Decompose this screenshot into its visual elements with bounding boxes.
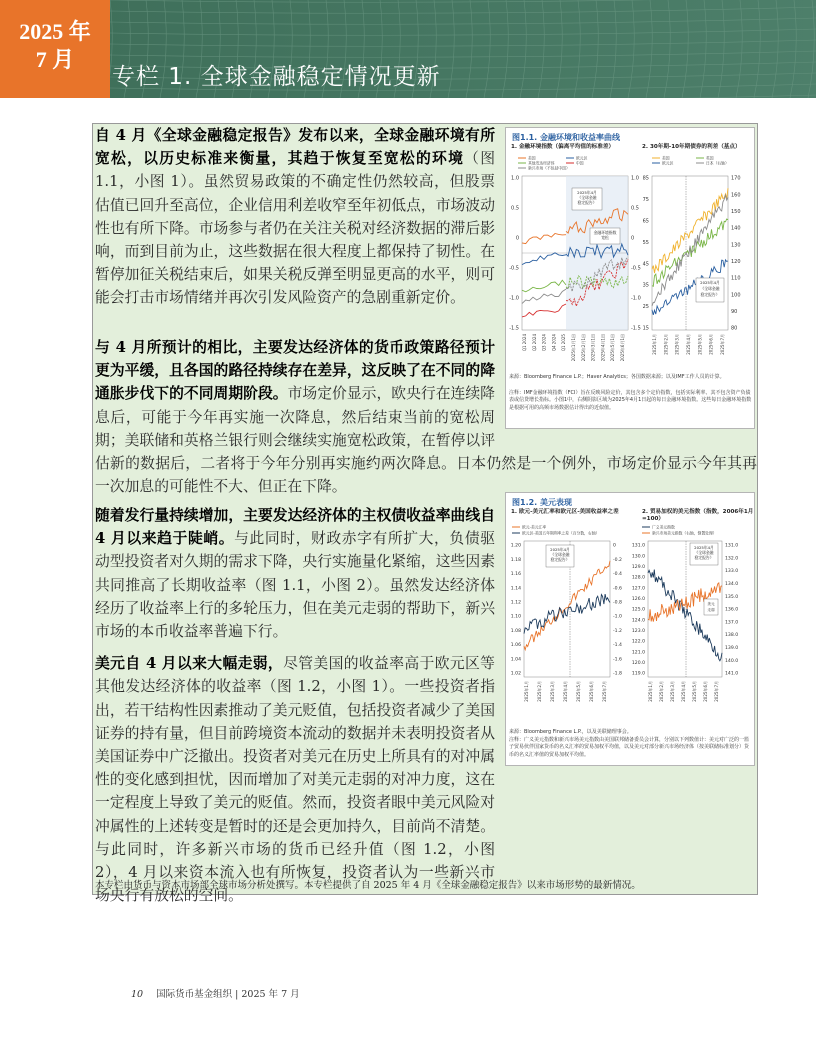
axis-tick-label: 2025年3月 bbox=[550, 681, 555, 702]
series-line bbox=[524, 594, 610, 634]
axis-tick-label: 15 bbox=[642, 325, 649, 332]
axis-tick-label: 141.0 bbox=[725, 671, 739, 677]
figure-1-2-title: 图1.2. 美元表现 bbox=[512, 498, 572, 507]
figure-1-1-panel2-title: 2. 30年期-10年期债券的利差（基点） bbox=[642, 144, 741, 150]
axis-tick-label: 2025年2月1日 bbox=[580, 334, 586, 362]
axis-tick-label: 80 bbox=[731, 325, 738, 332]
axis-tick-label: 55 bbox=[642, 239, 649, 246]
series-line bbox=[652, 188, 728, 273]
axis-tick-label: 2025年3月 bbox=[674, 334, 680, 355]
axis-tick-label: -0.2 bbox=[613, 557, 622, 563]
axis-tick-label: 45 bbox=[642, 261, 649, 268]
axis-tick-label: 1.06 bbox=[510, 643, 521, 649]
box-panel bbox=[92, 123, 758, 905]
axis-tick-label: 1.0 bbox=[631, 175, 639, 182]
fig1-legend-us: 美国 bbox=[528, 155, 536, 161]
axis-tick-label: 120.0 bbox=[631, 660, 645, 666]
figure-1-1-title: 图1.1. 金融环境和收益率曲线 bbox=[512, 133, 620, 142]
fig2-legend-spread: 欧元区-美国五年期利率之差（百分数，右轴） bbox=[522, 530, 600, 536]
axis-tick-label: 2025年1月 bbox=[524, 681, 529, 702]
axis-tick-label: 0 bbox=[515, 235, 519, 242]
axis-tick-label: 2025年5月 bbox=[692, 681, 697, 702]
axis-tick-label: 2025年4月 bbox=[681, 681, 686, 702]
axis-tick-label: 126.0 bbox=[631, 596, 645, 602]
axis-tick-label: 119.0 bbox=[631, 671, 645, 677]
axis-tick-label: Q1 2025 bbox=[561, 334, 567, 352]
figure-1-1-panel1-title: 1. 金融环境指数（偏离平均值的标准差） bbox=[511, 144, 615, 150]
axis-tick-label: 129.0 bbox=[631, 564, 645, 570]
axis-tick-label: 122.0 bbox=[631, 639, 645, 645]
figure-1-2-panel1-title: 1. 欧元-美元汇率和欧元区-美国收益率之差 bbox=[511, 509, 619, 515]
axis-tick-label: 140 bbox=[731, 225, 741, 232]
fig1-p2-legend-ea: 欧元区 bbox=[662, 160, 674, 166]
figure-1-2-source: 来源：Bloomberg Finance L.P.，以及美联储理事会。 bbox=[509, 729, 632, 735]
box-footnote: 本专栏由货币与资本市场部全球市场分析处撰写。本专栏提供了自 2025 年 4 月《全球金融稳定报告》以来市场形势的最新情况。 bbox=[95, 880, 641, 891]
axis-tick-label: 1.02 bbox=[510, 671, 521, 677]
axis-tick-label: -0.8 bbox=[613, 600, 622, 606]
axis-tick-label: 128.0 bbox=[631, 575, 645, 581]
svg-text:稳定报告》: 稳定报告》 bbox=[694, 555, 714, 560]
axis-tick-label: 2025年1月 bbox=[652, 334, 657, 355]
axis-tick-label: 1.04 bbox=[510, 657, 521, 663]
paragraph-2-lead: 与 4 月所预计的相比，主要发达经济体的货币政策路径预计更为平缓，且各国的路径持续存在差异，这反映了在不同的降通胀步伐下的不同周期阶段。 bbox=[95, 339, 495, 403]
paragraph-1-lead: 自 4 月《全球金融稳定报告》发布以来，全球金融环境有所宽松，以历史标准来衡量，其趋于恢复至宽松的环境 bbox=[95, 127, 495, 168]
axis-tick-label: 2025年4月1日 bbox=[600, 334, 606, 362]
axis-tick-label: 135.0 bbox=[725, 594, 739, 600]
axis-tick-label: Q4 2024 bbox=[551, 334, 557, 352]
axis-tick-label: -1.6 bbox=[613, 657, 622, 663]
axis-tick-label: 150 bbox=[731, 208, 741, 215]
axis-tick-label: 131.0 bbox=[631, 543, 645, 549]
axis-tick-label: 35 bbox=[642, 282, 649, 289]
axis-tick-label: 123.0 bbox=[631, 628, 645, 634]
paragraph-4-lead: 美元自 4 月以来大幅走弱， bbox=[95, 655, 284, 673]
axis-tick-label: 170 bbox=[731, 175, 741, 182]
axis-tick-label: -1.2 bbox=[613, 628, 622, 634]
axis-tick-label: 100 bbox=[731, 292, 741, 299]
figure-1-1-note: 注释：IMF金融环境指数（FCI）旨在反映风险定价，其包含多个定价指数，包括实际利率、其不包含资产负债表或信贷增长指标。小图1中，右侧阴影区域为2025年4月1日起的每日金融环境指数。这些每日金融环境指数是根据可用的高频市场数据估计得出的近似值。 bbox=[509, 390, 752, 411]
date-year: 2025 年 bbox=[19, 19, 91, 44]
figure-1-2-note: 注释：广义美元指数和新兴市场美元指数由美国联邦储备委员会计算，分别以下列数值计：美元对广泛的一篮子贸易伙伴国家货币的名义汇率的贸易加权平均值，以及美元对部分新兴市场经济体（按美联储标准划分）货币的名义汇率值的贸易加权平均值。 bbox=[509, 737, 750, 758]
axis-tick-label: 2025年6月 bbox=[703, 681, 708, 702]
axis-tick-label: 1.20 bbox=[510, 543, 521, 549]
axis-tick-label: 2025年2月 bbox=[659, 681, 664, 702]
axis-tick-label: -1.4 bbox=[613, 643, 622, 649]
axis-tick-label: 1.08 bbox=[510, 628, 521, 634]
axis-tick-label: 124.0 bbox=[631, 618, 645, 624]
axis-tick-label: 0 bbox=[631, 235, 635, 242]
axis-tick-label: 2025年6月 bbox=[589, 681, 594, 702]
date-month: 7 月 bbox=[35, 47, 75, 72]
axis-tick-label: 85 bbox=[642, 175, 649, 182]
svg-text:2025年4月: 2025年4月 bbox=[577, 190, 597, 195]
axis-tick-label: 2025年2月 bbox=[537, 681, 542, 702]
axis-tick-label: 25 bbox=[642, 304, 649, 311]
axis-tick-label: 125.0 bbox=[631, 607, 645, 613]
fig2-legend-broad: 广义美元指数 bbox=[652, 524, 675, 530]
axis-tick-label: 2025年5月1日 bbox=[610, 334, 616, 362]
svg-text:金融环境指数: 金融环境指数 bbox=[593, 230, 617, 235]
series-line bbox=[522, 289, 566, 304]
axis-tick-label: -0.6 bbox=[613, 586, 622, 592]
paragraph-1 bbox=[95, 124, 495, 310]
svg-text:稳定报告》: 稳定报告》 bbox=[577, 200, 597, 205]
axis-tick-label: 2025年5月 bbox=[576, 681, 581, 702]
paragraph-1-body: （图 1.1，小图 1）。虽然贸易政策的不确定性仍然较高，但股票估值已回升至高位，企业信用利差收窄至年初低点，市场波动性也有所下降。市场参与者仍在关注关税对经济数据的滞后影响，而到目前为止，这些数据在很大程度上都保持了韧性。在暂停加征关税结束后，如果关税反弹至明显更高的水平，则可能会打击市场情绪并再次引发风险资产的急剧重新定价。 bbox=[95, 150, 495, 307]
axis-tick-label: -1.5 bbox=[509, 325, 519, 332]
axis-tick-label: -1.0 bbox=[631, 295, 641, 302]
axis-tick-label: 2025年4月 bbox=[686, 334, 691, 355]
axis-tick-label: 75 bbox=[642, 197, 649, 204]
svg-text:2025年4月: 2025年4月 bbox=[694, 545, 714, 550]
svg-text:宽松: 宽松 bbox=[601, 235, 609, 240]
axis-tick-label: 138.0 bbox=[725, 633, 739, 639]
axis-tick-label: 121.0 bbox=[631, 650, 645, 656]
svg-text:《全球金融: 《全球金融 bbox=[577, 195, 597, 200]
fig1-legend-ea: 欧元区 bbox=[576, 155, 588, 161]
date-badge bbox=[0, 0, 110, 98]
axis-tick-label: 110 bbox=[731, 275, 741, 282]
axis-tick-label: 0.5 bbox=[631, 205, 639, 212]
page-footer bbox=[131, 986, 300, 1000]
axis-tick-label: -0.4 bbox=[613, 572, 622, 578]
figure-1-1-chart bbox=[506, 152, 754, 372]
fig1-legend-oae: 其他发达经济体 bbox=[528, 160, 555, 166]
axis-tick-label: 2025年3月 bbox=[670, 681, 675, 702]
series-line bbox=[522, 304, 566, 317]
axis-tick-label: 0 bbox=[613, 543, 616, 549]
axis-tick-label: 2025年1月1日 bbox=[571, 334, 576, 362]
axis-tick-label: 0.5 bbox=[511, 205, 519, 212]
axis-tick-label: 2025年3月1日 bbox=[590, 334, 596, 362]
axis-tick-label: 2025年7月 bbox=[720, 334, 725, 355]
fig1-p2-legend-jp: 日本（右轴） bbox=[706, 160, 729, 166]
svg-text:《全球金融: 《全球金融 bbox=[550, 552, 570, 557]
axis-tick-label: 120 bbox=[731, 258, 741, 265]
axis-tick-label: 2025年6月1日 bbox=[620, 334, 625, 362]
svg-text:2025年4月: 2025年4月 bbox=[700, 280, 720, 285]
axis-tick-label: 134.0 bbox=[725, 582, 739, 587]
axis-tick-label: -0.5 bbox=[631, 265, 641, 272]
page-header bbox=[0, 0, 816, 98]
axis-tick-label: -1.0 bbox=[613, 614, 622, 620]
axis-tick-label: 65 bbox=[642, 218, 649, 225]
fig1-legend-em: 新兴市场（不包括中国） bbox=[528, 165, 570, 171]
axis-tick-label: -1.5 bbox=[631, 325, 641, 332]
figure-1-1 bbox=[505, 127, 755, 429]
footer-text: 国际货币基金组织 | 2025 年 7 月 bbox=[156, 989, 300, 1000]
series-line bbox=[652, 219, 728, 286]
svg-text:稳定报告》: 稳定报告》 bbox=[700, 292, 720, 297]
axis-tick-label: 139.0 bbox=[725, 646, 739, 651]
paragraph-3-lead: 随着发行量持续增加，主要发达经济体的主权债收益率曲线自 4 月以来趋于陡峭。 bbox=[95, 507, 495, 548]
svg-text:2025年4月: 2025年4月 bbox=[550, 547, 570, 552]
svg-text:美元: 美元 bbox=[707, 602, 715, 606]
fig1-p2-legend-us: 美国 bbox=[662, 155, 670, 161]
series-line bbox=[522, 234, 566, 244]
page-title: 专栏 1. 全球金融稳定情况更新 bbox=[112, 64, 441, 90]
axis-tick-label: 1.10 bbox=[510, 614, 521, 620]
svg-text:稳定报告》: 稳定报告》 bbox=[550, 557, 570, 562]
axis-tick-label: 132.0 bbox=[725, 556, 739, 562]
paragraph-2-body: 市场定价显示，欧央行在连续降息后，可能于今年再实施一次降息，然后结束当前的宽松周期；美联储和英格兰银行则会继续实施宽松政策，在暂停以评估新的数据后，二者将于今年分别再实施约两次降息。日本仍然是一个例外，市场定价显示今年其再一次加息的可能性不大、但正在下降。 bbox=[95, 385, 757, 496]
axis-tick-label: 1.14 bbox=[510, 586, 521, 592]
fig1-panel2 bbox=[643, 156, 741, 355]
axis-tick-label: 131.0 bbox=[725, 543, 739, 549]
axis-tick-label: 1.16 bbox=[510, 572, 521, 578]
axis-tick-label: 130 bbox=[731, 242, 741, 249]
fig1-legend-cn: 中国 bbox=[576, 160, 584, 166]
axis-tick-label: 2025年4月 bbox=[563, 681, 568, 702]
axis-tick-label: 2025年1月 bbox=[648, 681, 653, 702]
axis-tick-label: 2025年7月 bbox=[714, 681, 719, 702]
axis-tick-label: Q1 2024 bbox=[522, 334, 527, 352]
fig2-legend-em: 新兴市场美元指数（右轴，倒置处理） bbox=[652, 530, 717, 536]
paragraph-3-body: 与此同时，财政赤字有所扩大，负债驱动型投资者对久期的需求下降，央行实施量化紧缩，这些因素共同推高了长期收益率（图 1.1，小图 2）。虽然发达经济体经历了收益率上行的多轮压力，但在美元走弱的帮助下，新兴市场的本币收益率普遍下行。 bbox=[95, 530, 495, 641]
figure-1-2 bbox=[505, 492, 755, 766]
paragraph-4-body: 尽管美国的收益率高于欧元区等其他发达经济体的收益率（图 1.2，小图 1）。一些投资者指出，若干结构性因素推动了美元贬值，包括投资者减少了美国证券的持有量，但目前跨境资本流动的数据并未表明投资者从美国证券中广泛撤出。投资者对美元在历史上所具有的对冲属性的变化感到担忧，因而增加了对美元走弱的对冲力度，这在一定程度上导致了美元的贬值。然而，投资者眼中美元风险对冲属性的上述转变是暂时的还是会更加持久，目前尚不清楚。与此同时，许多新兴市场的货币已经升值（图 1.2，小图 2），4 月以来资本流入也有所恢复，投资者认为一些新兴市场央行有放松的空间。 bbox=[95, 655, 495, 905]
axis-tick-label: 2025年5月 bbox=[697, 334, 703, 355]
series-line bbox=[524, 561, 610, 650]
axis-tick-label: 2025年2月 bbox=[663, 334, 669, 355]
axis-tick-label: 1.0 bbox=[511, 175, 519, 182]
series-line bbox=[522, 253, 566, 265]
axis-tick-label: 1.12 bbox=[510, 600, 521, 606]
fig1-p2-legend-uk: 英国 bbox=[706, 155, 714, 161]
fig1-panel1 bbox=[509, 156, 641, 362]
axis-tick-label: -1.8 bbox=[613, 671, 622, 677]
svg-text:《全球金融: 《全球金融 bbox=[700, 286, 720, 291]
axis-tick-label: Q3 2024 bbox=[541, 334, 547, 352]
axis-tick-label: 160 bbox=[731, 192, 741, 199]
axis-tick-label: 133.0 bbox=[725, 569, 739, 575]
axis-tick-label: 127.0 bbox=[631, 586, 645, 592]
figure-1-1-source: 来源：Bloomberg Finance L.P.；Haver Analytics；各国数据来源；以及IMF工作人员的计算。 bbox=[509, 374, 725, 380]
axis-tick-label: -0.5 bbox=[509, 265, 519, 272]
page-number: 10 bbox=[131, 989, 144, 1000]
axis-tick-label: 140.0 bbox=[725, 658, 739, 664]
axis-tick-label: 137.0 bbox=[725, 620, 739, 626]
axis-tick-label: -1.0 bbox=[509, 295, 519, 302]
fig2-legend-eurusd: 欧元-美元汇率 bbox=[522, 524, 547, 530]
figure-1-2-panel2-title: 2. 贸易加权的美元指数（指数，2006年1月=100） bbox=[642, 509, 754, 522]
axis-tick-label: Q2 2024 bbox=[531, 334, 537, 352]
axis-tick-label: 90 bbox=[731, 308, 738, 315]
svg-text:走弱: 走弱 bbox=[707, 608, 715, 612]
svg-text:《全球金融: 《全球金融 bbox=[694, 550, 714, 555]
series-line bbox=[522, 280, 566, 292]
axis-tick-label: 130.0 bbox=[631, 554, 645, 560]
figure-1-2-chart bbox=[506, 517, 754, 727]
axis-tick-label: 136.0 bbox=[725, 607, 739, 613]
axis-tick-label: 2025年6月 bbox=[708, 334, 714, 355]
axis-tick-label: 2025年7月 bbox=[602, 681, 607, 702]
axis-tick-label: 1.18 bbox=[510, 557, 521, 563]
